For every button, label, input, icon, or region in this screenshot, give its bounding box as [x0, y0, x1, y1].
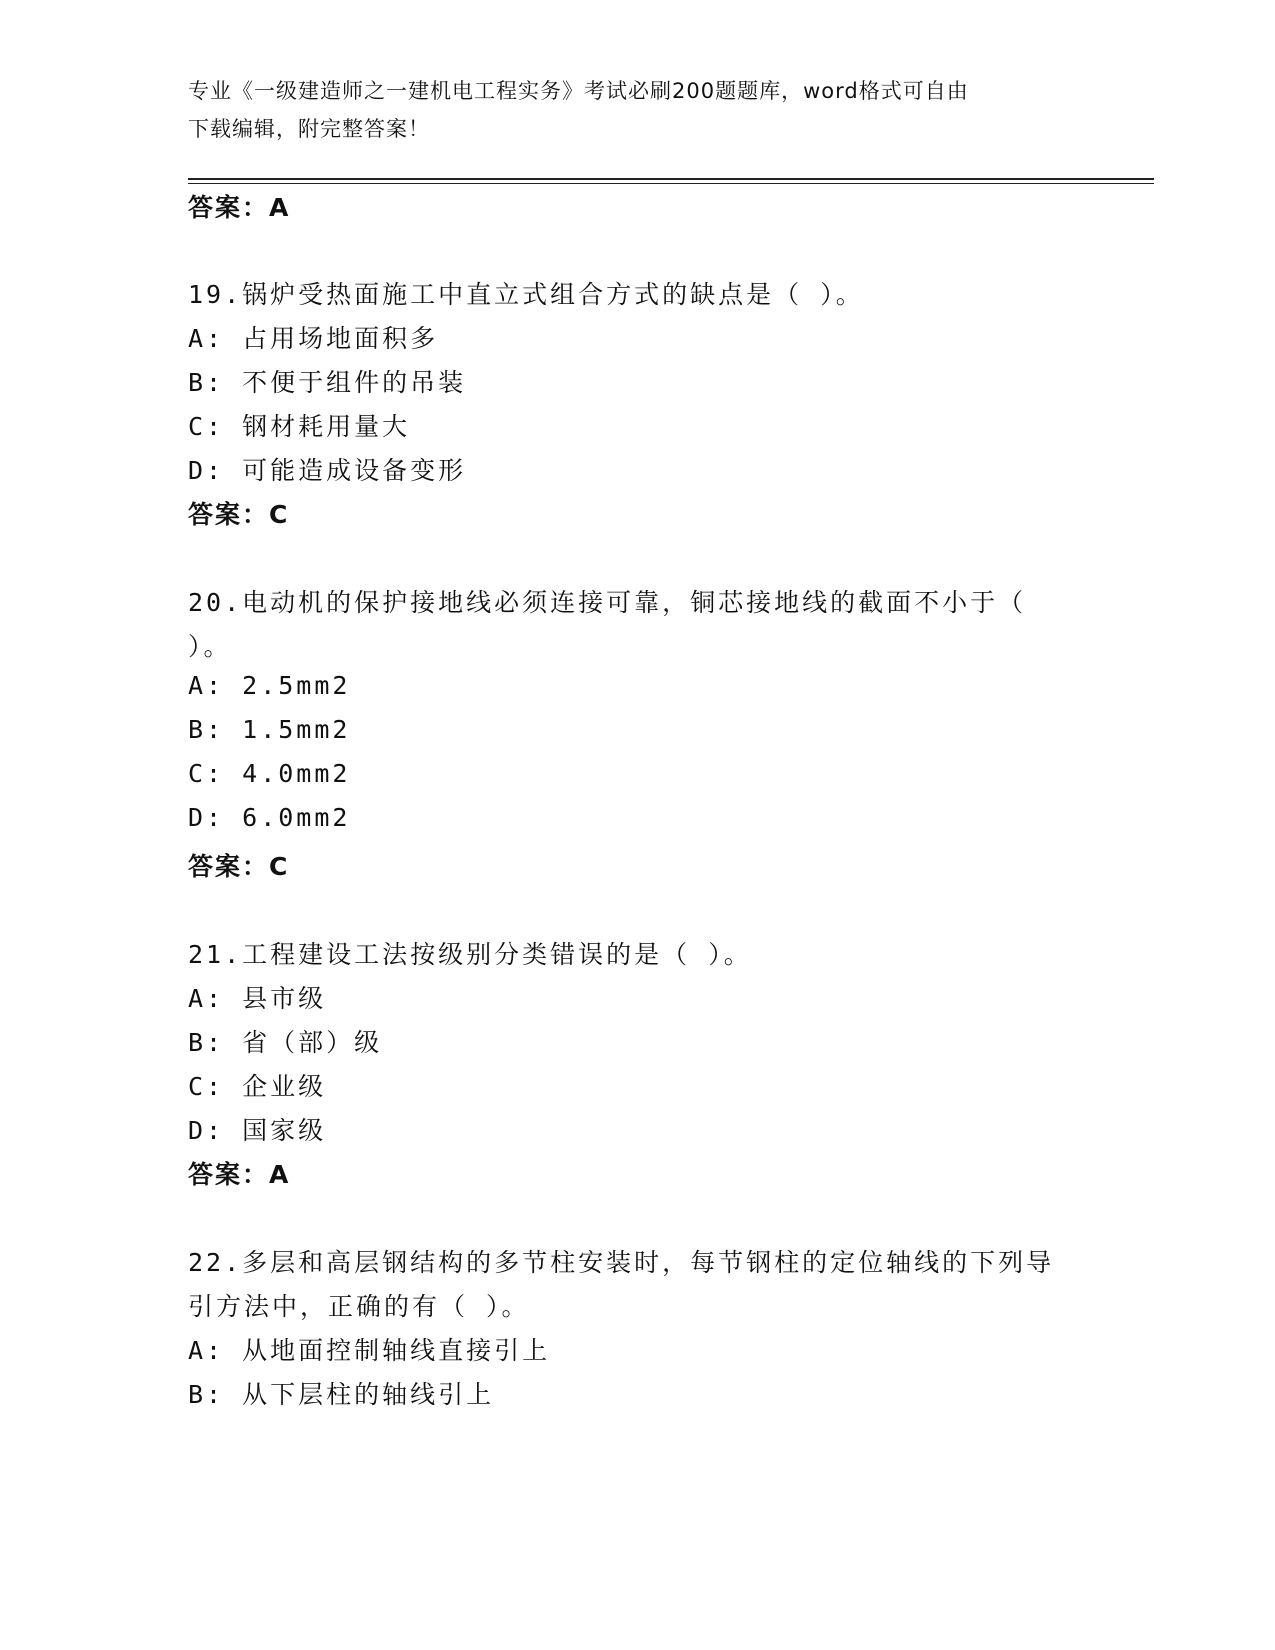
question-21-option-c: C: 企业级 [188, 1072, 327, 1101]
question-21-option-b: B: 省（部）级 [188, 1028, 383, 1057]
question-21-answer: 答案：A [188, 1160, 291, 1189]
question-20-option-c: C: 4.0mm2 [188, 759, 351, 788]
previous-answer: 答案：A [188, 193, 291, 222]
question-19-option-b: B: 不便于组件的吊装 [188, 368, 467, 397]
question-20-option-a: A: 2.5mm2 [188, 671, 351, 700]
question-19-option-c: C: 钢材耗用量大 [188, 412, 411, 441]
question-20-answer: 答案：C [188, 852, 290, 881]
question-22-stem: 22.多层和高层钢结构的多节柱安装时，每节钢柱的定位轴线的下列导 [188, 1248, 1055, 1277]
header-rule-thin [188, 183, 1154, 184]
question-19-option-d: D: 可能造成设备变形 [188, 456, 467, 485]
question-21-stem: 21.工程建设工法按级别分类错误的是（ ）。 [188, 940, 752, 969]
question-20-option-b: B: 1.5mm2 [188, 715, 351, 744]
header-rule-thick [188, 178, 1154, 180]
question-19-option-a: A: 占用场地面积多 [188, 324, 439, 353]
question-20-stem: 20.电动机的保护接地线必须连接可靠，铜芯接地线的截面不小于（ [188, 588, 1027, 617]
header-line-1: 专业《一级建造师之一建机电工程实务》考试必刷200题题库，word格式可自由 [188, 79, 969, 103]
document-header [188, 72, 1088, 148]
question-21-option-d: D: 国家级 [188, 1116, 327, 1145]
question-19-stem: 19.锅炉受热面施工中直立式组合方式的缺点是（ ）。 [188, 280, 864, 309]
question-22-option-b: B: 从下层柱的轴线引上 [188, 1380, 495, 1409]
question-22-stem-cont: 引方法中，正确的有（ ）。 [188, 1292, 530, 1321]
question-21-option-a: A: 县市级 [188, 984, 327, 1013]
question-19-answer: 答案：C [188, 500, 290, 529]
question-20-option-d: D: 6.0mm2 [188, 803, 351, 832]
header-line-2: 下载编辑，附完整答案！ [188, 117, 430, 141]
question-20-stem-cont: ）。 [188, 632, 232, 661]
question-22-option-a: A: 从地面控制轴线直接引上 [188, 1336, 551, 1365]
